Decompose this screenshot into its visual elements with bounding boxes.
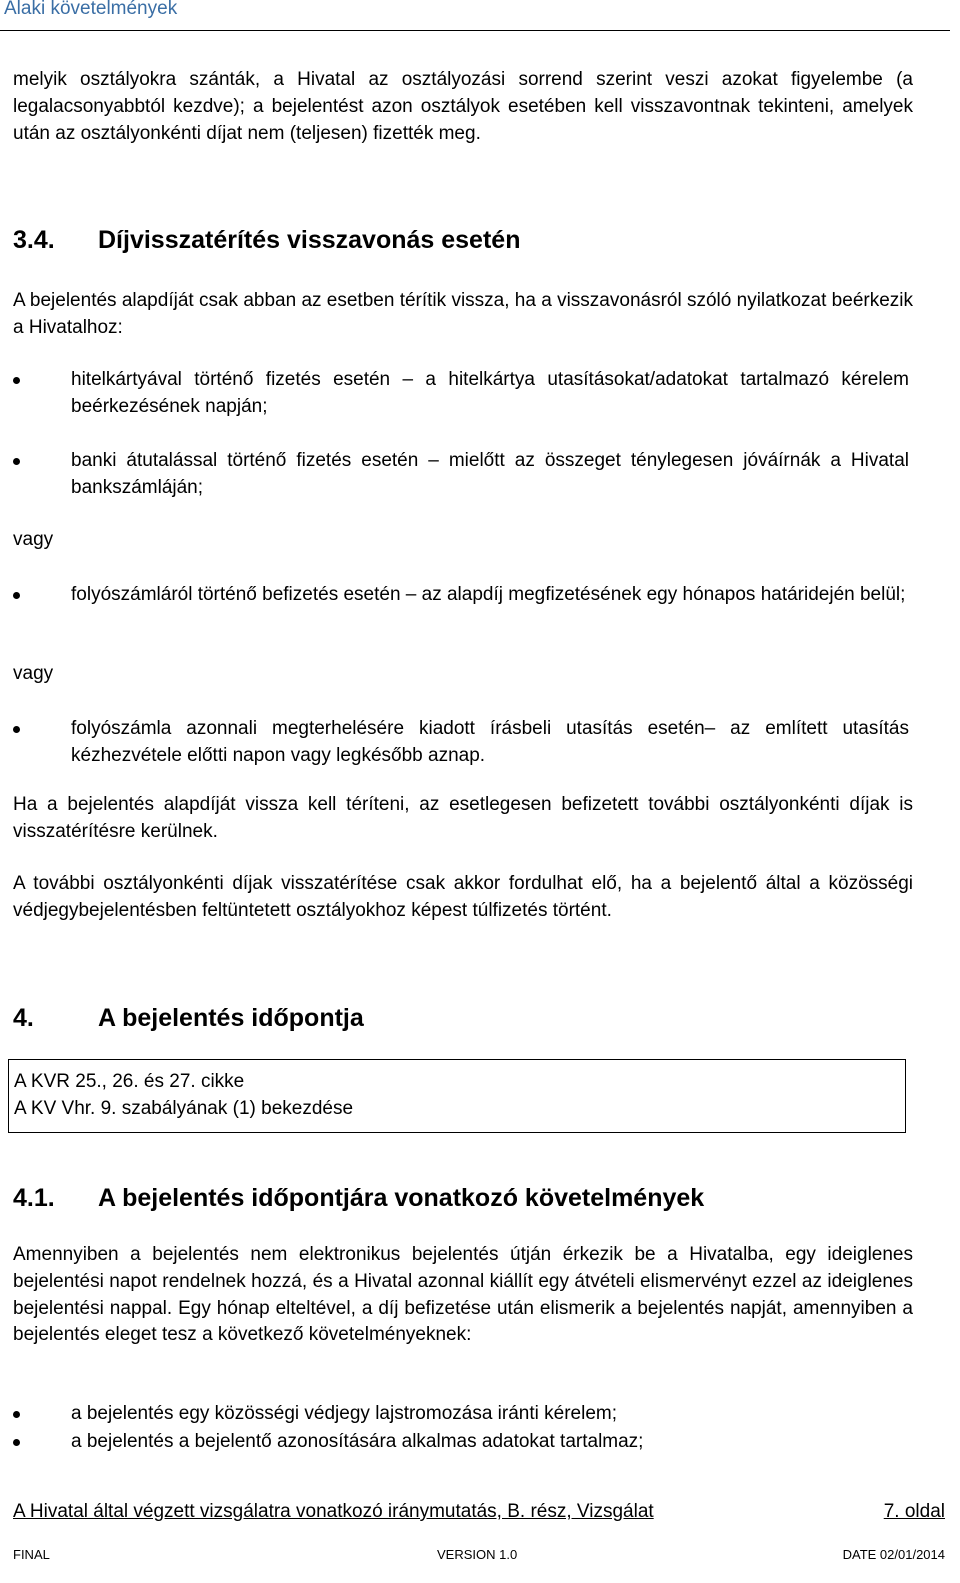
intro-paragraph: melyik osztályokra szánták, a Hivatal az osztályozási sorrend szerint veszi azokat figyelembe (a legalacsonyabbtól kezdve); a bejelentést azon osztályok esetében kell visszavontnak tekinteni, amelyek után az osztályonkénti díjat nem (teljesen) fizették meg. (13, 69, 913, 144)
section-3-4-number: 3.4. (13, 226, 55, 254)
connector-vagy: vagy (13, 529, 54, 550)
list-item-text: hitelkártyával történő fizetés esetén – a hitelkártya utasításokat/adatokat tartalmazó kérelem beérkezésének napján; (71, 369, 909, 417)
legal-reference-box (8, 1059, 906, 1133)
section-4-title: A bejelentés időpontja (98, 1004, 364, 1032)
bullet-icon (13, 458, 20, 465)
footer-status: FINAL (13, 1547, 50, 1562)
footer-meta (13, 1547, 945, 1563)
bullet-icon (13, 1439, 20, 1446)
section-3-4-lead: A bejelentés alapdíját csak abban az esetben térítik vissza, ha a visszavonásról szóló nyilatkozat beérkezik a Hivatalhoz: (13, 290, 913, 338)
section-3-4-title: Díjvisszatérítés visszavonás esetén (98, 226, 521, 254)
section-4-1-title: A bejelentés időpontjára vonatkozó követelmények (98, 1184, 705, 1212)
list-item-text: folyószámla azonnali megterhelésére kiadott írásbeli utasítás esetén– az említett utasítás kézhezvétele előtti napon vagy legkésőbb aznap. (71, 718, 909, 766)
connector-vagy: vagy (13, 663, 54, 684)
page-header (0, 0, 950, 31)
section-4-1-heading (13, 1184, 913, 1213)
refund-paragraph: Ha a bejelentés alapdíját vissza kell téríteni, az esetlegesen befizetett további osztályonkénti díjak is visszatérítésre kerülnek. (13, 794, 913, 842)
section-4-1-number: 4.1. (13, 1184, 55, 1212)
list-item-text: banki átutalással történő fizetés esetén – mielőtt az összeget ténylegesen jóváírnák a Hivatal bankszámláján; (71, 450, 909, 498)
bullet-icon (13, 377, 20, 384)
section-4-number: 4. (13, 1004, 34, 1032)
section-4-1-paragraph: Amennyiben a bejelentés nem elektronikus bejelentés útján érkezik be a Hivatalba, egy ideiglenes bejelentési napot rendelnek hozzá, és a Hivatal azonnal kiállít egy átvételi elismervényt ezzel az ideiglenes bejelentési nappal. Egy hónap elteltével, a díj befizetése után elismerik a bejelentés napját, amennyiben a bejelentés eleget tesz a következő követelményeknek: (13, 1244, 913, 1346)
page-footer (13, 1500, 945, 1524)
footer-doc-title: A Hivatal által végzett vizsgálatra vonatkozó iránymutatás, B. rész, Vizsgálat (13, 1501, 654, 1522)
extra-fees-paragraph: A további osztályonkénti díjak visszatérítése csak akkor fordulhat elő, ha a bejelentő által a közösségi védjegybejelentésben feltüntetett osztályokhoz képest túlfizetés történt. (13, 873, 913, 921)
footer-page-number: 7. oldal (883, 1501, 945, 1522)
bullet-icon (13, 726, 20, 733)
footer-version: VERSION 1.0 (437, 1547, 518, 1562)
section-4-heading (13, 1004, 913, 1033)
bullet-icon (13, 592, 20, 599)
header-title: Alaki követelmények (4, 0, 178, 19)
section-3-4-heading (13, 226, 913, 255)
list-item-text: a bejelentés a bejelentő azonosítására alkalmas adatokat tartalmaz; (71, 1431, 644, 1452)
legal-reference: A KVR 25., 26. és 27. cikke (14, 1071, 245, 1092)
bullet-icon (13, 1411, 20, 1418)
footer-date: DATE 02/01/2014 (842, 1547, 945, 1562)
list-item-text: folyószámláról történő befizetés esetén – az alapdíj megfizetésének egy hónapos határidején belül; (71, 584, 906, 605)
legal-reference: A KV Vhr. 9. szabályának (1) bekezdése (14, 1098, 354, 1119)
list-item-text: a bejelentés egy közösségi védjegy lajstromozása iránti kérelem; (71, 1403, 617, 1424)
